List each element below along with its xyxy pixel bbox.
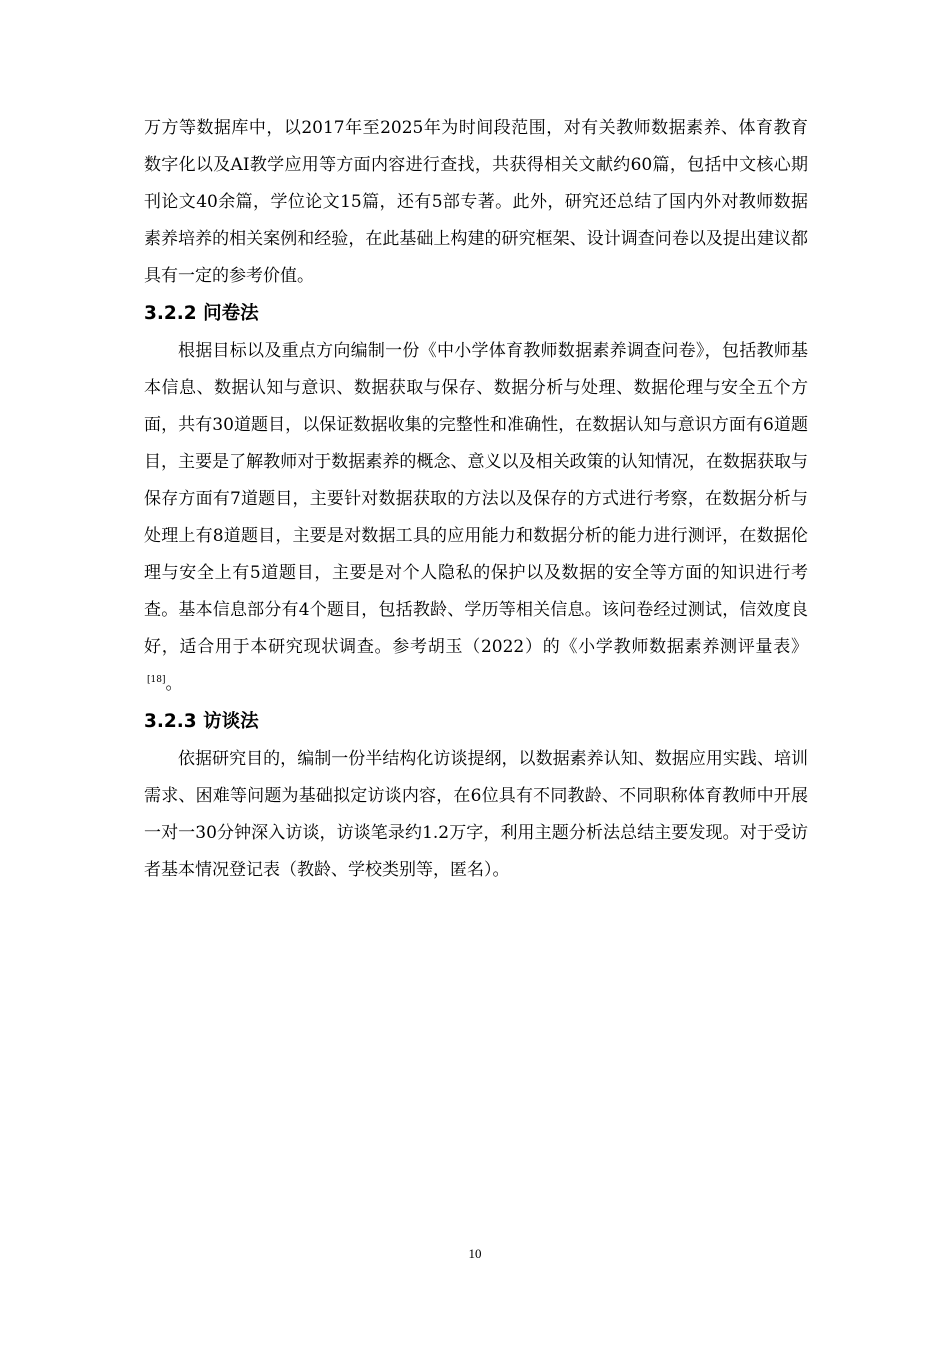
heading-questionnaire-method: 3.2.2 问卷法: [144, 303, 259, 324]
citation-reference[interactable]: [18]: [147, 675, 166, 686]
questionnaire-end-mark: 。: [165, 674, 183, 694]
paragraph-questionnaire-method: [144, 333, 808, 703]
paragraph-interview-method: 依据研究目的，编制一份半结构化访谈提纲，以数据素养认知、数据应用实践、培训需求、困难等问题为基础拟定访谈内容，在6位具有不同教龄、不同职称体育教师中开展一对一30分钟深入访谈，访谈笔录约1.2万字，利用主题分析法总结主要发现。对于受访者基本情况登记表（教龄、学校类别等，匿名）。: [144, 749, 808, 880]
page-number: 10: [468, 1246, 482, 1261]
document-body: [144, 110, 808, 889]
paragraph-literature-review: 万方等数据库中，以2017年至2025年为时间段范围，对有关教师数据素养、体育教育数字化以及AI教学应用等方面内容进行查找，共获得相关文献约60篇，包括中文核心期刊论文40余篇，学位论文15篇，还有5部专著。此外，研究还总结了国内外对教师数据素养培养的相关案例和经验，在此基础上构建的研究框架、设计调查问卷以及提出建议都具有一定的参考价值。: [144, 118, 808, 286]
questionnaire-text: 根据目标以及重点方向编制一份《中小学体育教师数据素养调查问卷》，包括教师基本信息、数据认知与意识、数据获取与保存、数据分析与处理、数据伦理与安全五个方面，共有30道题目，以保证数据收集的完整性和准确性，在数据认知与意识方面有6道题目，主要是了解教师对于数据素养的概念、意义以及相关政策的认知情况，在数据获取与保存方面有7道题目，主要针对数据获取的方法以及保存的方式进行考察，在数据分析与处理上有8道题目，主要是对数据工具的应用能力和数据分析的能力进行测评，在数据伦理与安全上有5道题目，主要是对个人隐私的保护以及数据的安全等方面的知识进行考查。基本信息部分有4个题目，包括教龄、学历等相关信息。该问卷经过测试，信效度良好，适合用于本研究现状调查。参考胡玉（2022）的《小学教师数据素养测评量表》: [144, 341, 808, 657]
heading-interview-method: 3.2.3 访谈法: [144, 711, 259, 732]
